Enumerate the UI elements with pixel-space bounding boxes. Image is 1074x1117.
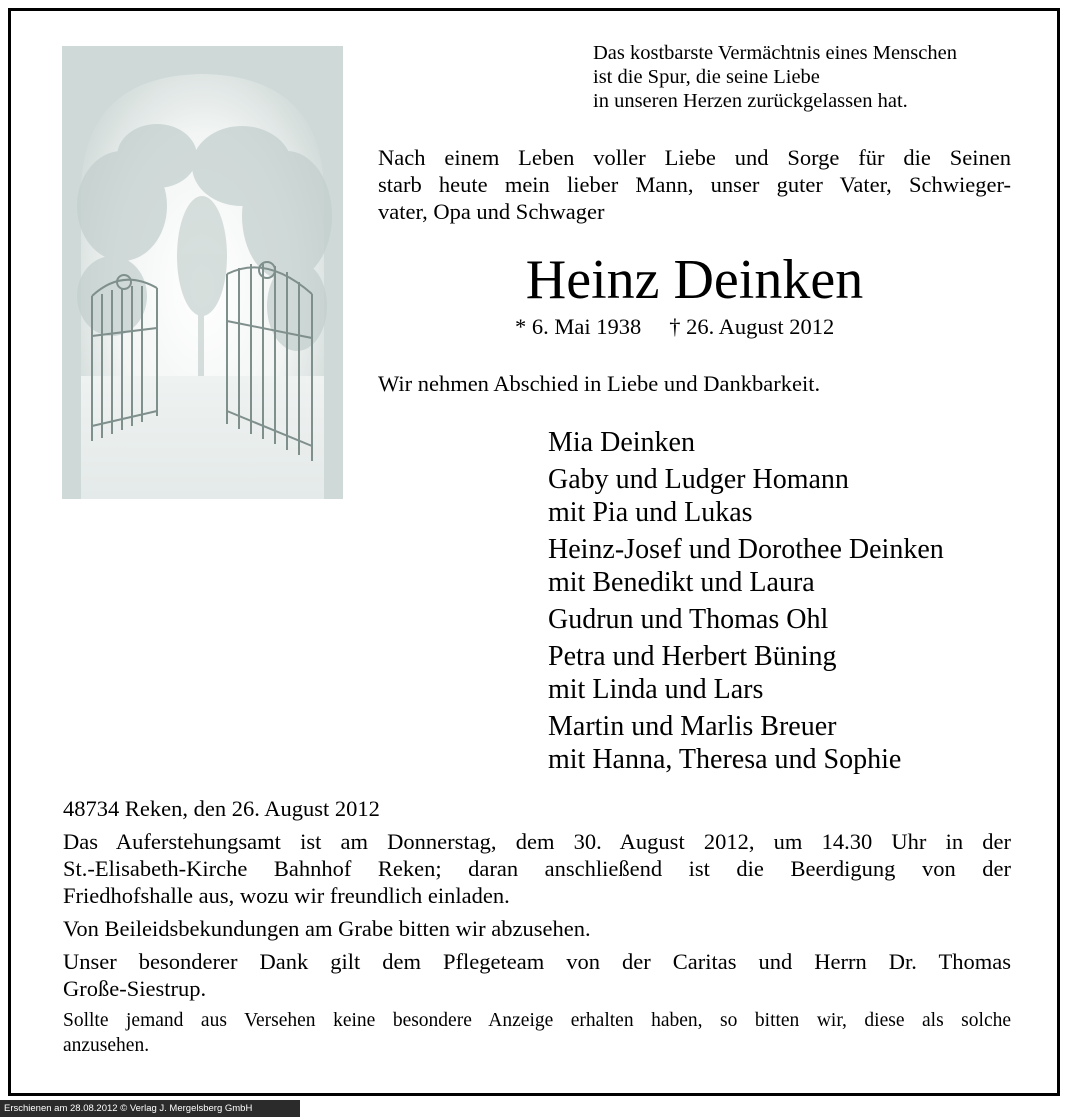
announcement-line: Nach einem Leben voller Liebe und Sorge für die Seinen	[378, 145, 1011, 170]
death-date: † 26. August 2012	[669, 314, 835, 339]
place-date: 48734 Reken, den 26. August 2012	[63, 796, 380, 821]
mourner-group	[548, 463, 944, 529]
service-details	[63, 795, 1011, 1064]
mourner-group	[548, 710, 944, 776]
mourner-group	[548, 640, 944, 706]
announcement-line: vater, Opa und Schwager	[378, 199, 605, 224]
quote-line: in unseren Herzen zurückgelassen hat.	[593, 90, 908, 112]
service-info: Das Auferstehungsamt ist am Donnerstag, dem 30. August 2012, um 14.30 Uhr in der St.-Elisabeth-Kirche Bahnhof Reken; daran anschließend ist die Beerdigung von der Friedhofshalle aus, wozu wir freundlich einladen.	[63, 829, 1011, 908]
quote-line: ist die Spur, die seine Liebe	[593, 66, 820, 88]
quote-line: Das kostbarste Vermächtnis eines Menschen	[593, 42, 957, 64]
birth-date: * 6. Mai 1938	[515, 314, 642, 339]
mourner-children: mit Pia und Lukas	[548, 497, 753, 528]
gate-illustration	[62, 46, 343, 499]
farewell-line: Wir nehmen Abschied in Liebe und Dankbarkeit.	[378, 371, 821, 396]
mourner-name: Gaby und Ludger Homann	[548, 464, 849, 495]
thanks-note: Unser besonderer Dank gilt dem Pflegeteam von der Caritas und Herrn Dr. Thomas Große-Siestrup.	[63, 949, 1011, 1001]
condolences-note: Von Beileidsbekundungen am Grabe bitten wir abzusehen.	[63, 916, 591, 941]
mourner-name: Heinz-Josef und Dorothee Deinken	[548, 534, 944, 565]
announcement-line: starb heute mein lieber Mann, unser guter Vater, Schwieger-	[378, 172, 1011, 197]
notice-note: Sollte jemand aus Versehen keine besondere Anzeige erhalten haben, so bitten wir, diese als solche anzusehen.	[63, 1010, 1011, 1056]
mourner-name: Mia Deinken	[548, 427, 695, 458]
gate-photo	[62, 46, 343, 499]
publication-footer: Erschienen am 28.08.2012 © Verlag J. Mergelsberg GmbH	[0, 1100, 300, 1117]
mourners-list	[548, 426, 944, 780]
mourner-children: mit Hanna, Theresa und Sophie	[548, 744, 902, 775]
mourner-group	[548, 426, 944, 459]
memorial-quote	[593, 41, 957, 113]
mourner-children: mit Linda und Lars	[548, 674, 764, 705]
mourner-name: Petra und Herbert Büning	[548, 641, 837, 672]
announcement-text	[378, 144, 1011, 225]
mourner-children: mit Benedikt und Laura	[548, 567, 815, 598]
mourner-group	[548, 533, 944, 599]
mourner-group	[548, 603, 944, 636]
mourner-name: Gudrun und Thomas Ohl	[548, 604, 829, 635]
life-dates	[515, 313, 834, 341]
mourner-name: Martin und Marlis Breuer	[548, 711, 837, 742]
deceased-name: Heinz Deinken	[525, 249, 864, 311]
